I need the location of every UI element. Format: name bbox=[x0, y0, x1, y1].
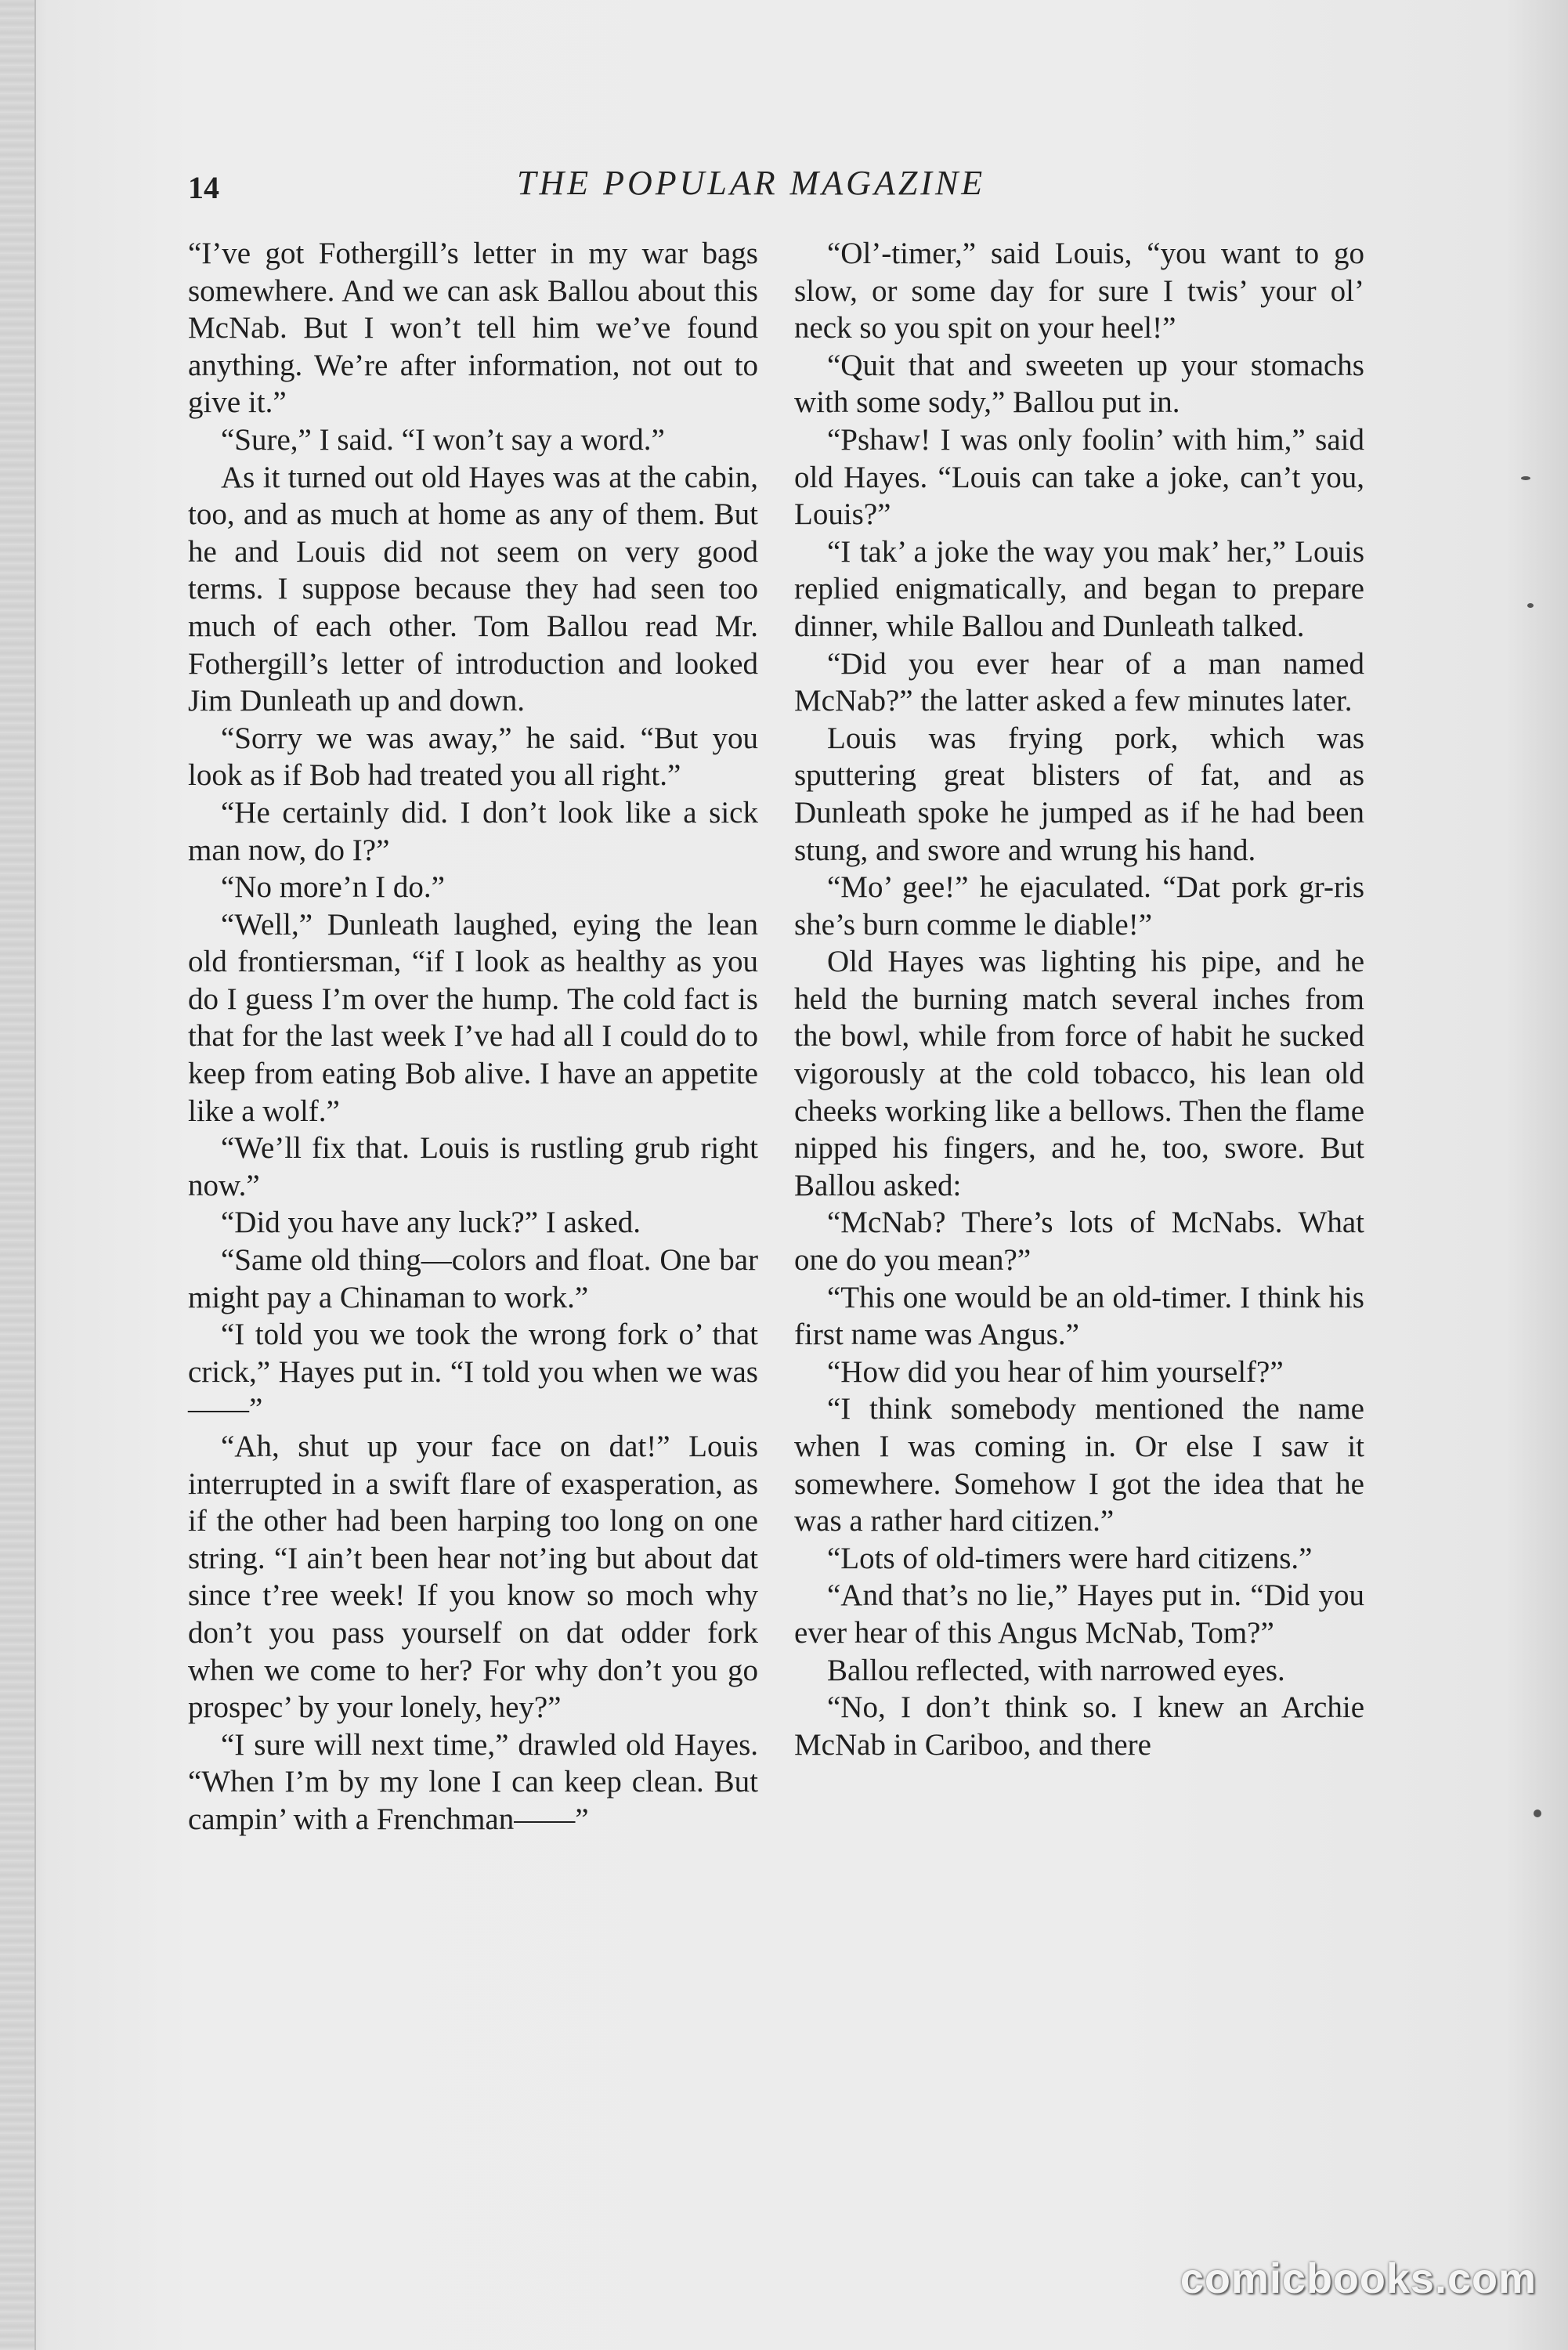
paragraph: “Same old thing—colors and float. One bar might pay a Chinaman to work.” bbox=[188, 1243, 758, 1314]
paragraph: “Sure,” I said. “I won’t say a word.” bbox=[221, 422, 665, 457]
paragraph: “How did you hear of him yourself?” bbox=[827, 1354, 1284, 1389]
watermark: comicbooks.com bbox=[1180, 2255, 1537, 2302]
paragraph: “Mo’ gee!” he ejaculated. “Dat pork gr-ris she’s burn comme le diable!” bbox=[794, 870, 1364, 942]
paragraph: “Did you ever hear of a man named McNab?” the latter asked a few minutes later. bbox=[794, 646, 1364, 718]
paragraph: “Well,” Dunleath laughed, eying the lean old frontiersman, “if I look as healthy as you do I guess I’m over the hump. The cold fact is that for the last week I’ve had all I could do to keep from eating Bob alive. I have an appetite like a wolf.” bbox=[188, 907, 758, 1128]
left-column bbox=[188, 235, 758, 1838]
paragraph: As it turned out old Hayes was at the cabin, too, and as much at home as any of them. But he and Louis did not seem on very good terms. I suppose because they had seen too much of each other. Tom Ballou read Mr. Fothergill’s letter of introduction and looked Jim Dunleath up and down. bbox=[188, 460, 758, 718]
paragraph: Ballou reflected, with narrowed eyes. bbox=[827, 1653, 1285, 1687]
paragraph: “Sorry we was away,” he said. “But you look as if Bob had treated you all right.” bbox=[188, 721, 758, 793]
paragraph: “No more’n I do.” bbox=[221, 870, 445, 905]
paragraph: “Pshaw! I was only foolin’ with him,” said old Hayes. “Louis can take a joke, can’t you, Louis?” bbox=[794, 422, 1364, 532]
paragraph: “We’ll fix that. Louis is rustling grub right now.” bbox=[188, 1131, 758, 1202]
binding-edge bbox=[0, 0, 36, 2350]
paper-speck bbox=[1521, 476, 1530, 480]
paragraph: Louis was frying pork, which was sputtering great blisters of fat, and as Dunleath spoke he jumped as if he had been stung, and swore and wrung his hand. bbox=[794, 721, 1364, 867]
paragraph: “I tak’ a joke the way you mak’ her,” Louis replied enigmatically, and began to prepare dinner, while Ballou and Dunleath talked. bbox=[794, 534, 1364, 643]
paragraph: “I told you we took the wrong fork o’ that crick,” Hayes put in. “I told you when we was——” bbox=[188, 1318, 758, 1426]
paragraph: “I think somebody mentioned the name when I was coming in. Or else I saw it somewhere. Somehow I got the idea that he was a rather hard citizen.” bbox=[794, 1392, 1364, 1538]
paragraph: “He certainly did. I don’t look like a sick man now, do I?” bbox=[188, 795, 758, 867]
paragraph: “I sure will next time,” drawled old Hayes. “When I’m by my lone I can keep clean. But campin’ with a Frenchman——” bbox=[188, 1727, 758, 1836]
paragraph: “And that’s no lie,” Hayes put in. “Did you ever hear of this Angus McNab, Tom?” bbox=[794, 1578, 1364, 1650]
paragraph: “Did you have any luck?” I asked. bbox=[221, 1206, 641, 1240]
paragraph: “This one would be an old-timer. I think his first name was Angus.” bbox=[794, 1280, 1364, 1352]
paragraph: “McNab? There’s lots of McNabs. What one do you mean?” bbox=[794, 1206, 1364, 1278]
paper-speck bbox=[1534, 1810, 1541, 1817]
paragraph: “Quit that and sweeten up your stomachs with some sody,” Ballou put in. bbox=[794, 348, 1364, 420]
paragraph: “No, I don’t think so. I knew an Archie McNab in Cariboo, and there bbox=[794, 1690, 1364, 1762]
paragraph: “Lots of old-timers were hard citizens.” bbox=[827, 1541, 1313, 1575]
running-head: THE POPULAR MAGAZINE bbox=[517, 164, 986, 202]
page-number: 14 bbox=[188, 170, 219, 205]
paragraph: “I’ve got Fothergill’s letter in my war bags somewhere. And we can ask Ballou about this McNab. But I won’t tell him we’ve found anything. We’re after information, not out to give it.” bbox=[188, 237, 758, 420]
paragraph: “Ah, shut up your face on dat!” Louis interrupted in a swift flare of exasperation, as if the other had been harping too long on one string. “I ain’t been hear not’ing but about dat since t’ree week! If you know so moch why don’t you pass yourself on dat odder fork when we come to her? For why don’t you go prospec’ by your lonely, hey?” bbox=[188, 1430, 758, 1725]
paragraph: Old Hayes was lighting his pipe, and he held the burning match several inches from the bowl, while from force of habit he sucked vigorously at the cold tobacco, his lean old cheeks working like a bellows. Then the flame nipped his fingers, and he, too, swore. But Ballou asked: bbox=[794, 945, 1364, 1202]
paragraph: “Ol’-timer,” said Louis, “you want to go slow, or some day for sure I twis’ your ol’ neck so you spit on your heel!” bbox=[794, 237, 1364, 345]
right-column bbox=[794, 235, 1364, 1763]
page-header bbox=[188, 163, 1363, 210]
paper-speck bbox=[1527, 603, 1534, 608]
